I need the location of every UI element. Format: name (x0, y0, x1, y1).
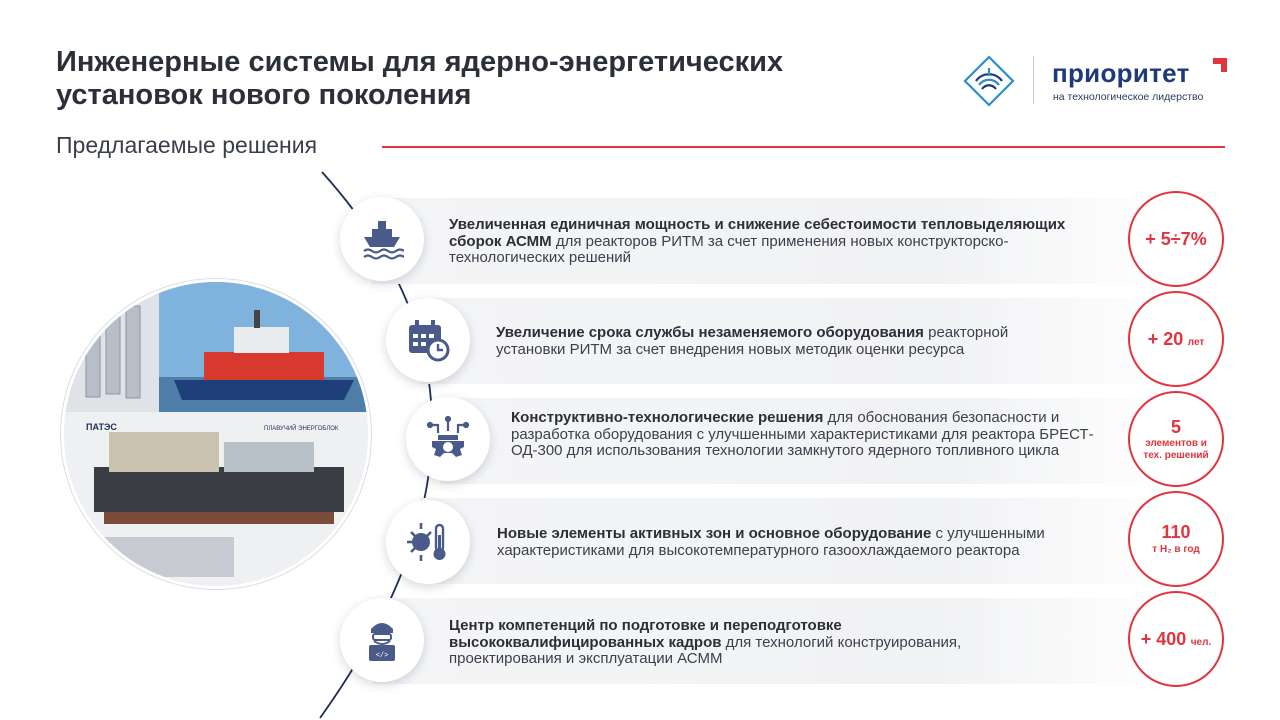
solution-text-5 (449, 618, 1059, 668)
solution-bold-4: Новые элементы активных зон и основное оборудование (497, 525, 932, 542)
badge-unit-3: элементов и тех. решений (1143, 437, 1209, 461)
page-title: Инженерные системы для ядерно-энергетических установок нового поколения (56, 46, 784, 111)
logo-tagline: на технологическое лидерство (1053, 91, 1204, 103)
metric-badge-2 (1128, 291, 1224, 387)
solution-rest-3: для обоснования безопасности и разработка оборудования с улучшенными характеристиками для реактора БРЕСТ-ОД-300 для использования технологии замкнутого ядерного топливного цикла (511, 409, 1094, 459)
photo-label-right: ПЛАВУЧИЙ ЭНЕРГОБЛОК (264, 426, 339, 432)
badge-value-3: 5 (1170, 416, 1181, 437)
collage-image (64, 282, 368, 586)
metric-badge-1 (1128, 191, 1224, 287)
badge-unit-4: т H₂ в год (1152, 544, 1200, 555)
solution-bold-2: Увеличение срока службы незаменяемого оборудования (496, 324, 924, 341)
gear-circuit-icon (406, 397, 490, 481)
calendar-clock-icon (386, 298, 470, 382)
badge-unit-2: лет (1187, 336, 1205, 348)
badge-value-4: 110 (1161, 522, 1191, 542)
reactor-photo-collage (64, 282, 368, 586)
badge-value-5: + 400 (1140, 628, 1187, 649)
metric-badge-3 (1128, 391, 1224, 487)
solution-text-3 (511, 410, 1111, 460)
photo-label-left: ПАТЭС (86, 422, 117, 432)
solution-bold-3: Конструктивно-технологические решения (511, 409, 824, 426)
section-subtitle: Предлагаемые решения (56, 132, 318, 158)
solution-rest-5: для технологий конструирования, проектирования и эксплуатации АСММ (449, 633, 962, 667)
solution-bold-5: Центр компетенций по подготовке и переподготовке высококвалифицированных кадров (449, 617, 842, 651)
solution-text-4 (497, 526, 1097, 559)
metric-badge-5 (1128, 591, 1224, 687)
solution-rest-4: с улучшенными характеристиками для высокотемпературного газоохлаждаемого реактора (497, 525, 1045, 559)
svg-text:</>: </> (375, 652, 389, 660)
badge-unit-5: чел. (1190, 636, 1212, 648)
solution-text-1 (449, 217, 1089, 267)
logo-wordmark: приоритет (1052, 58, 1190, 88)
solution-rest-2: реакторной установки РИТМ за счет внедрения новых методик оценки ресурса (496, 324, 1009, 358)
badge-value-2: + 20 (1147, 328, 1184, 349)
ship-icon (340, 197, 424, 281)
badge-value-1: + 5÷7% (1145, 228, 1207, 249)
solution-text-2 (496, 325, 1076, 358)
metric-badge-4 (1128, 491, 1224, 587)
solution-rest-1: для реакторов РИТМ за счет применения новых конструкторско-технологических решений (449, 232, 1009, 266)
sun-thermometer-icon (386, 500, 470, 584)
solution-bold-1: Увеличенная единичная мощность и снижение себестоимости тепловыделяющих сборок АСММ (449, 216, 1066, 250)
engineer-icon (340, 598, 424, 682)
